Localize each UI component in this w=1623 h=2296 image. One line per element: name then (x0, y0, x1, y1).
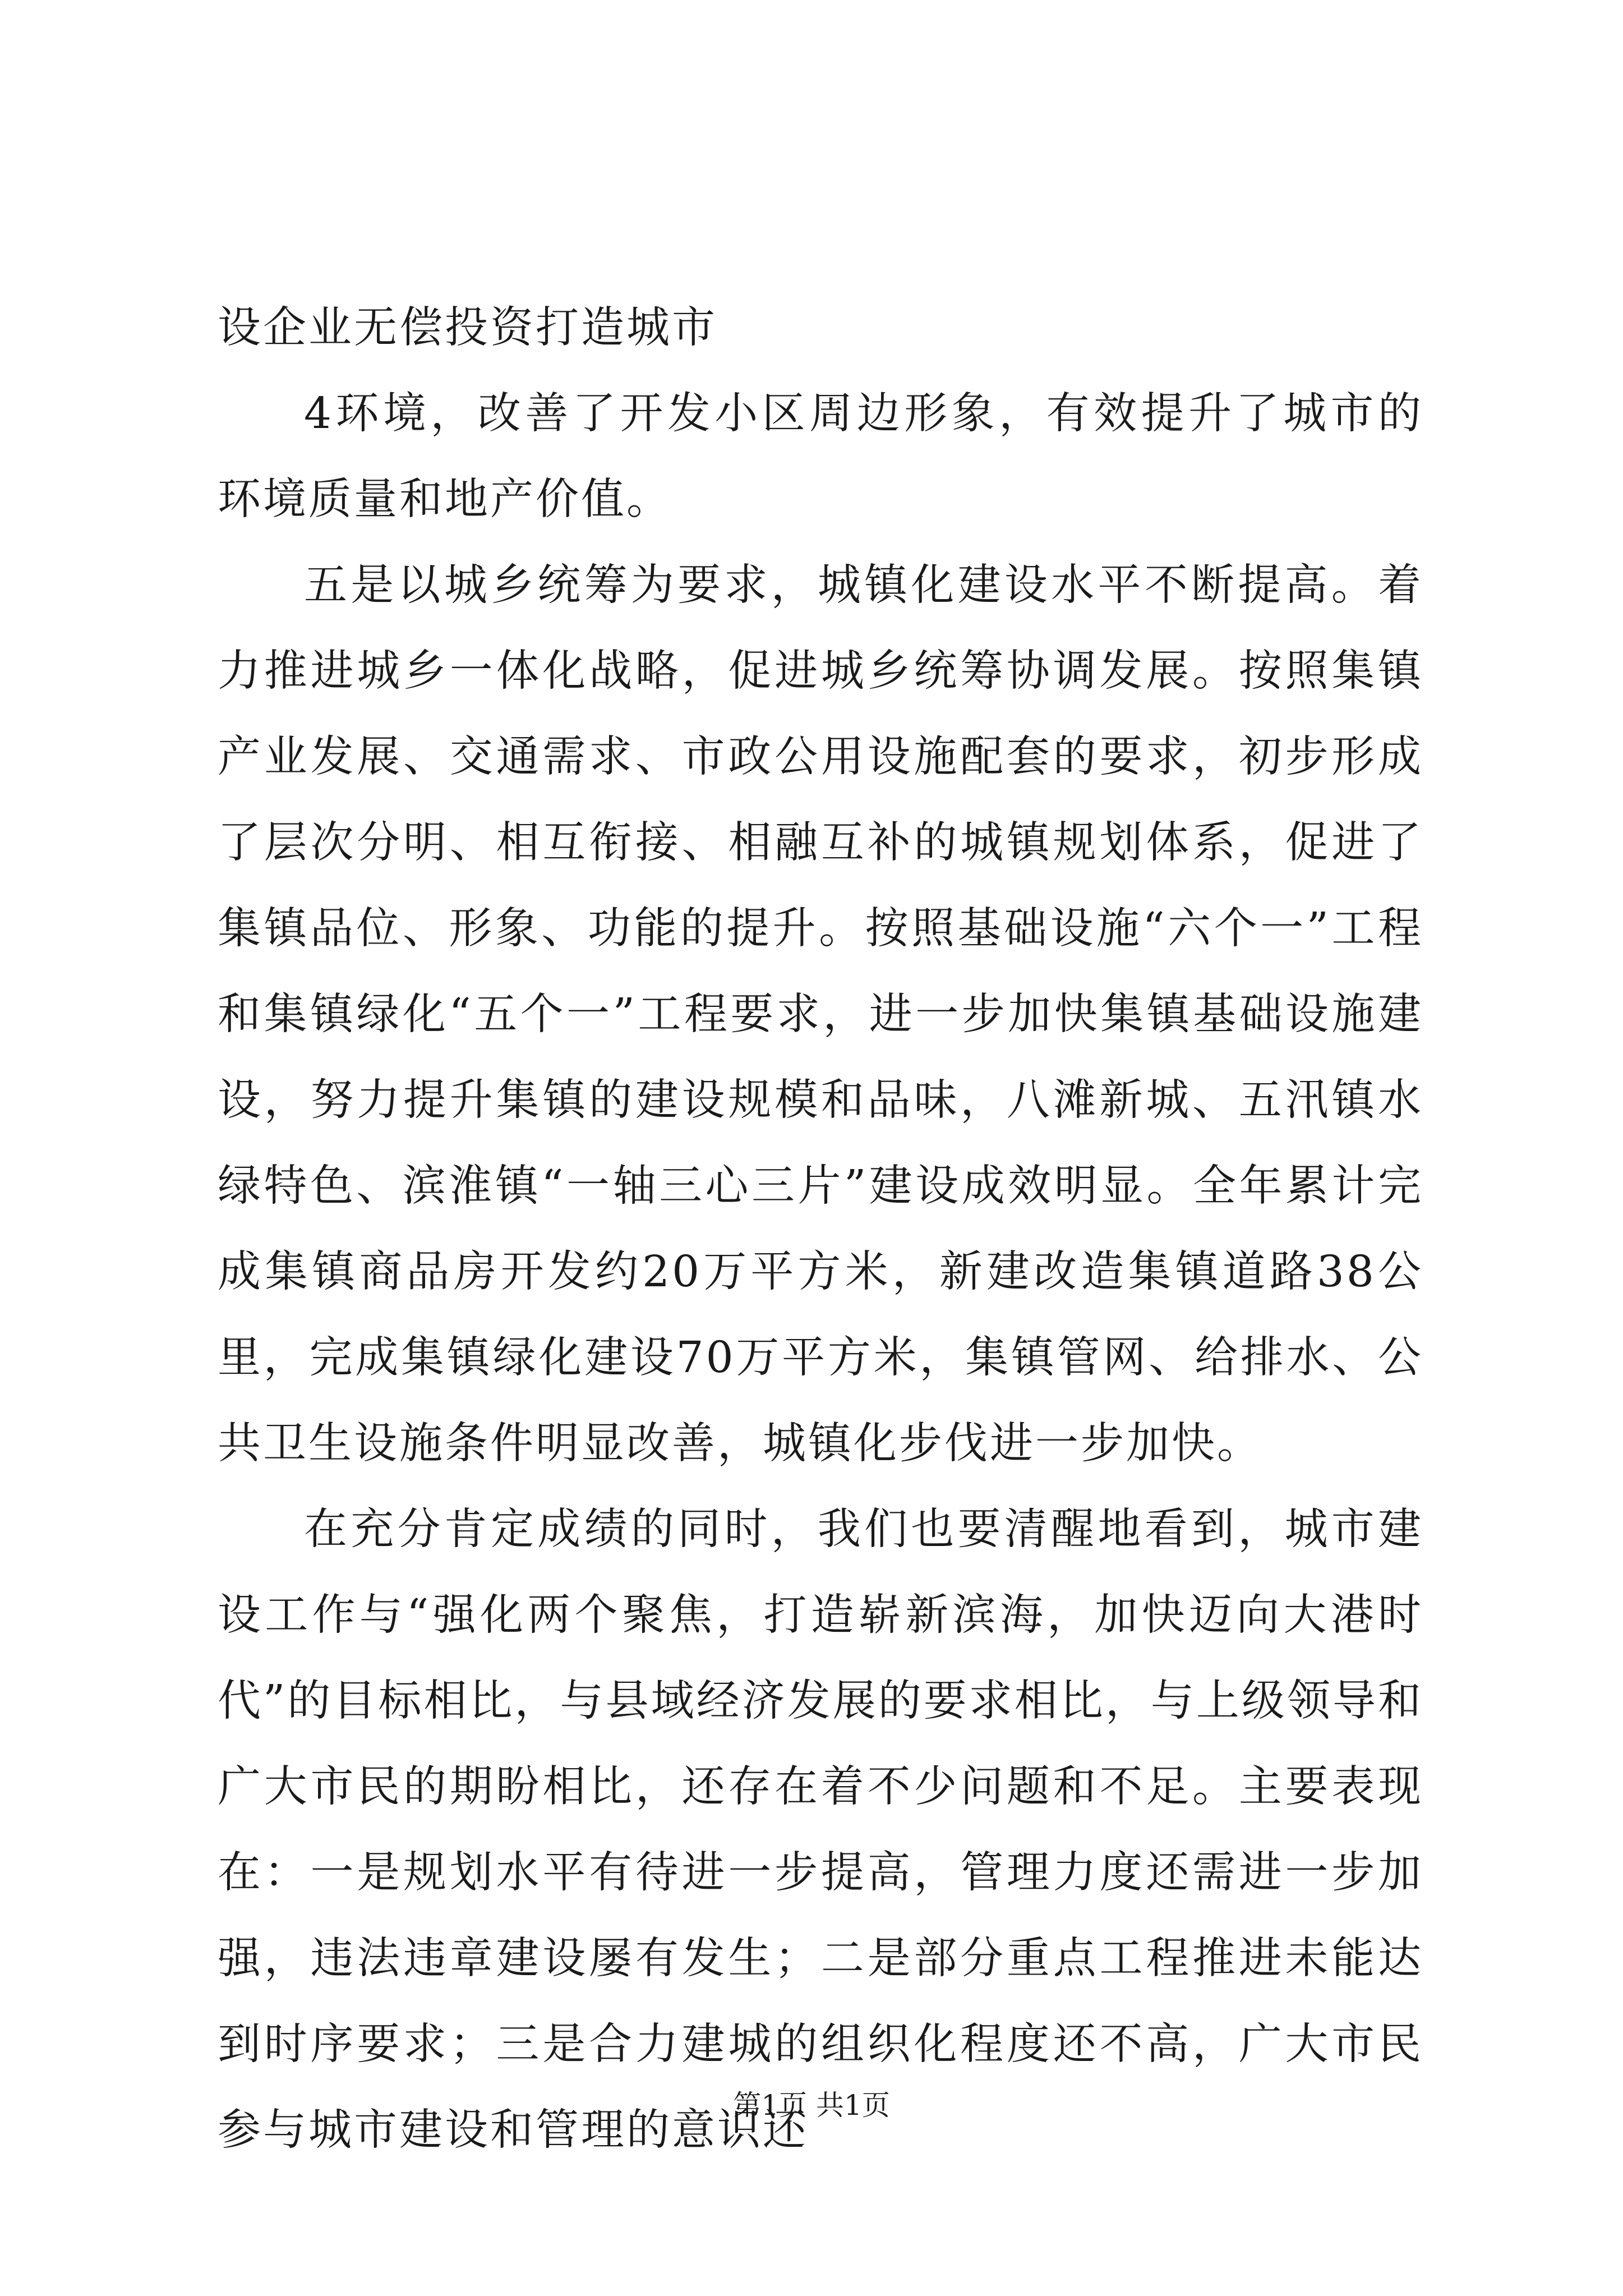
page-footer: 第1页 共1页 (733, 2089, 890, 2122)
paragraph-urbanization: 五是以城乡统筹为要求，城镇化建设水平不断提高。着力推进城乡一体化战略，促进城乡统筹协调发展。按照集镇产业发展、交通需求、市政公用设施配套的要求，初步形成了层次分明、相互衔接、相融互补的城镇规划体系，促进了集镇品位、形象、功能的提升。按照基础设施“六个一”工程和集镇绿化“五个一”工程要求，进一步加快集镇基础设施建设，努力提升集镇的建设规模和品味，八滩新城、五汛镇水绿特色、滨淮镇“一轴三心三片”建设成效明显。全年累计完成集镇商品房开发约20万平方米，新建改造集镇道路38公里，完成集镇绿化建设70万平方米，集镇管网、给排水、公共卫生设施条件明显改善，城镇化步伐进一步加快。 (218, 560, 1423, 1469)
document-body (218, 285, 1423, 2173)
paragraph-continuation: 设企业无偿投资打造城市 (218, 303, 717, 353)
paragraph-problems: 在充分肯定成绩的同时，我们也要清醒地看到，城市建设工作与“强化两个聚焦，打造崭新滨海，加快迈向大港时代”的目标相比，与县域经济发展的要求相比，与上级领导和广大市民的期盼相比，还存在着不少问题和不足。主要表现在：一是规划水平有待进一步提高，管理力度还需进一步加强，违法违章建设屡有发生；二是部分重点工程推进未能达到时序要求；三是合力建城的组织化程度还不高，广大市民参与城市建设和管理的意识还 (218, 1504, 1423, 2155)
paragraph-environment: 4环境，改善了开发小区周边形象，有效提升了城市的环境质量和地产价值。 (218, 389, 1423, 524)
